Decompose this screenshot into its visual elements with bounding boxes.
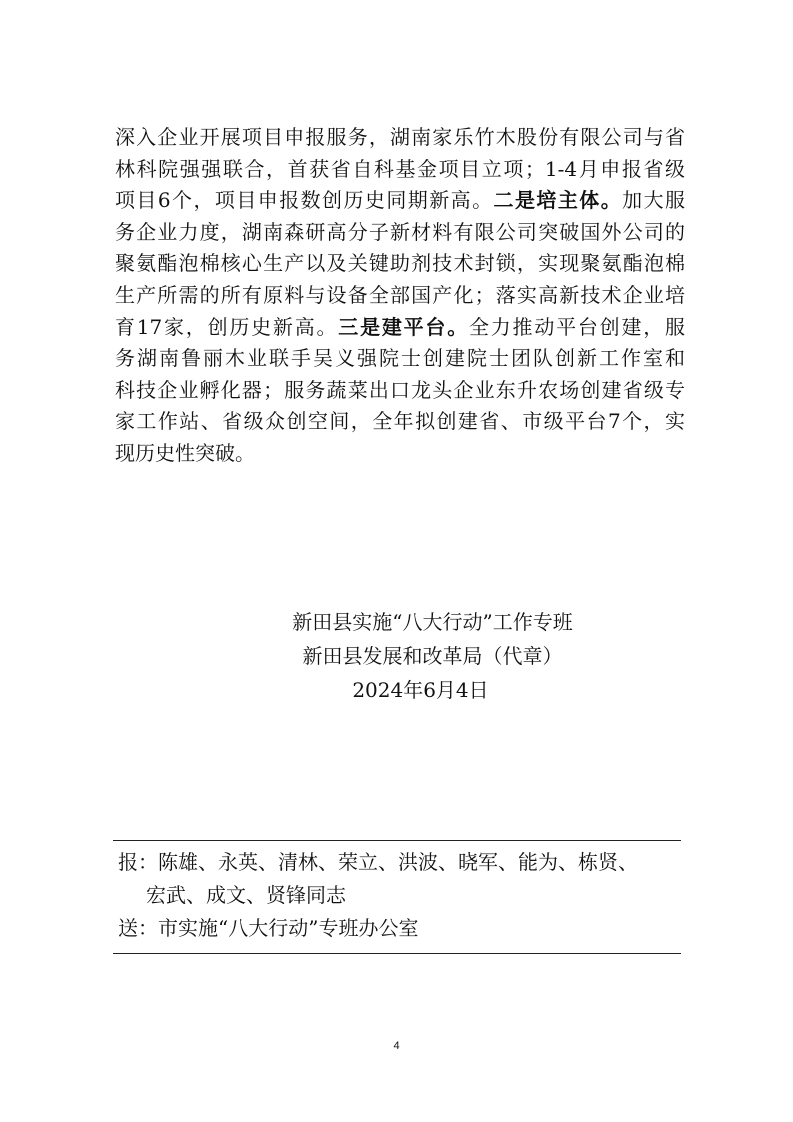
signature-block: [0, 605, 793, 707]
body-line: 林科院强强联合，首获省自科基金项目立项；1-4月申报省级: [115, 156, 685, 181]
body-text-segment: 加大服: [622, 188, 686, 213]
body-line: 生产所需的所有原料与设备全部国产化；落实高新技术企业培: [115, 282, 685, 307]
report-to-continuation: 宏武、成文、贤锋同志: [146, 883, 346, 907]
body-line: 务湖南鲁丽木业联手吴义强院士创建院士团队创新工作室和: [115, 346, 685, 371]
body-line: 家工作站、省级众创空间，全年拟创建省、市级平台7个，实: [115, 409, 685, 434]
bold-heading-培主体: 二是培主体。: [493, 188, 623, 213]
issuing-agency: 新田县发展和改革局（代章）: [302, 644, 563, 668]
body-text-segment: 项目6个，项目申报数创历史同期新高。: [115, 188, 494, 213]
body-text-segment: 全力推动平台创建，服: [468, 314, 686, 339]
distribution-list: [118, 846, 678, 945]
divider-top: [113, 840, 681, 841]
body-line: 现历史性突破。: [115, 440, 255, 465]
issue-date: 2024年6月4日: [352, 678, 489, 702]
body-line: [115, 312, 685, 344]
body-line: 科技企业孵化器；服务蔬菜出口龙头企业东升农场创建省级专: [115, 377, 685, 402]
send-to-line: 送：市实施“八大行动”专班办公室: [118, 916, 419, 940]
body-text-segment: 育17家，创历史新高。: [115, 314, 339, 339]
page-number: 4: [393, 1040, 400, 1052]
report-to-line: 报：陈雄、永英、清林、荣立、洪波、晓军、能为、栋贤、: [118, 850, 638, 874]
bold-heading-建平台: 三是建平台。: [338, 314, 469, 339]
body-line: 聚氨酯泡棉核心生产以及关键助剂技术封锁，实现聚氨酯泡棉: [115, 251, 685, 276]
body-line: [115, 185, 685, 217]
body-paragraph: [115, 122, 685, 470]
body-line: 深入企业开展项目申报服务，湖南家乐竹木股份有限公司与省: [115, 125, 685, 149]
body-line: 务企业力度，湖南森研高分子新材料有限公司突破国外公司的: [115, 219, 685, 244]
issuing-organization: 新田县实施“八大行动”工作专班: [292, 610, 573, 634]
divider-bottom: [113, 953, 681, 954]
